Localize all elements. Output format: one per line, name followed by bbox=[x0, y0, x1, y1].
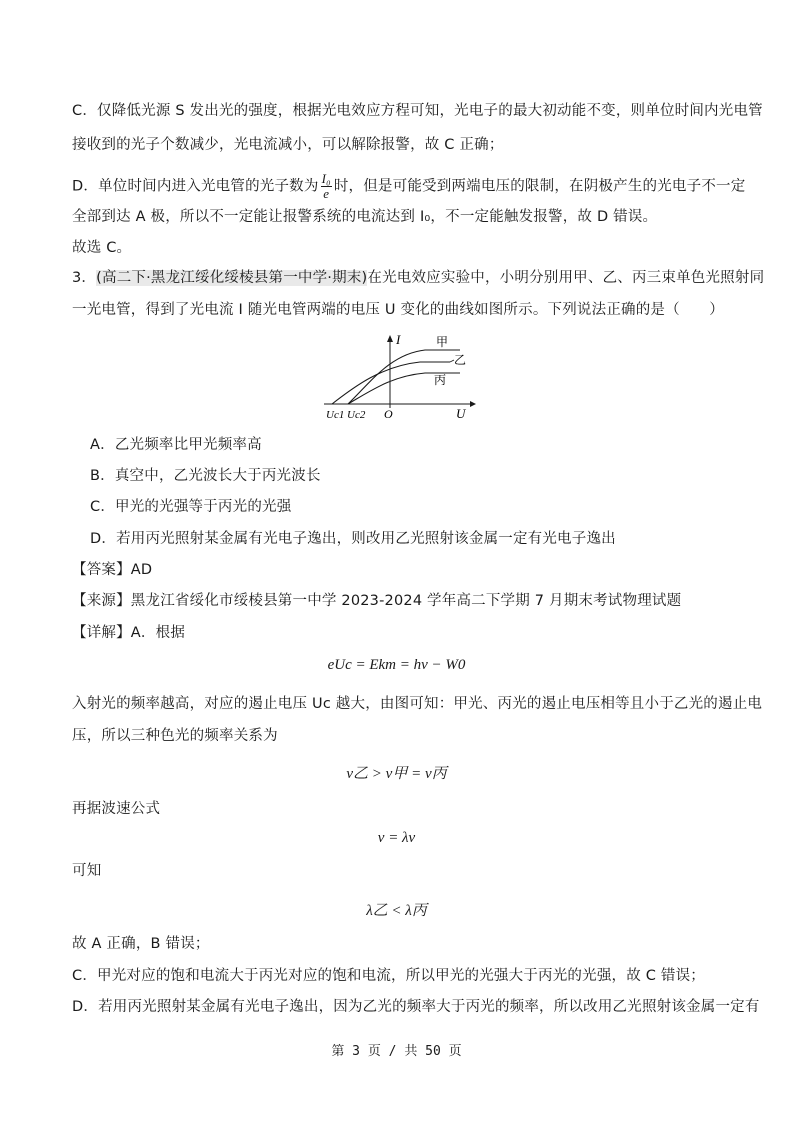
axis-u-label: U bbox=[456, 406, 466, 421]
option-b: B．真空中，乙光波长大于丙光波长 bbox=[90, 468, 321, 484]
question-number: 3． bbox=[72, 270, 97, 286]
i-axis-arrow bbox=[387, 335, 393, 342]
u-axis-arrow bbox=[470, 401, 476, 407]
curve-yi-label: 乙 bbox=[454, 353, 467, 367]
equation-photoelectric: eUc = Ekm = hν − W0 bbox=[327, 657, 466, 673]
text-fragment: D．单位时间内进入光电管的光子数为 bbox=[72, 178, 319, 195]
uc2-label: Uc2 bbox=[347, 409, 366, 421]
axis-i-label: I bbox=[396, 332, 401, 347]
text-line: 全部到达 A 极，所以不一定能让报警系统的电流达到 I₀，不一定能触发报警，故 D 错误。 bbox=[72, 209, 658, 225]
uc1-label: Uc1 bbox=[326, 409, 345, 421]
option-c: C．甲光的光强等于丙光的光强 bbox=[90, 499, 292, 515]
page-footer: 第 3 页 / 共 50 页 bbox=[331, 1044, 462, 1059]
text-line: 压，所以三种色光的频率关系为 bbox=[72, 728, 278, 744]
equation-wave-speed: v = λν bbox=[377, 830, 416, 846]
text-line: 故选 C。 bbox=[72, 240, 132, 256]
source-tag: (高二下·黑龙江绥化绥棱县第一中学·期末) bbox=[96, 270, 368, 286]
text-line: C．甲光对应的饱和电流大于丙光对应的饱和电流，所以甲光的光强大于丙光的光强，故 C 错误； bbox=[72, 968, 705, 984]
option-d: D．若用丙光照射某金属有光电子逸出，则改用乙光照射该金属一定有光电子逸出 bbox=[90, 531, 616, 547]
text-line bbox=[72, 172, 745, 201]
text-fragment: 时，但是可能受到两端电压的限制，在阴极产生的光电子不一定 bbox=[333, 178, 746, 195]
detail-heading: 【详解】A．根据 bbox=[72, 625, 186, 641]
fraction bbox=[321, 172, 332, 201]
iu-curve-figure bbox=[320, 328, 480, 423]
option-a: A．乙光频率比甲光频率高 bbox=[90, 437, 262, 453]
text-line: 可知 bbox=[72, 863, 102, 879]
question-stem bbox=[72, 268, 764, 288]
curve-yi bbox=[332, 362, 450, 404]
text-line: D．若用丙光照射某金属有光电子逸出，因为乙光的频率大于丙光的频率，所以改用乙光照射该金属一定有 bbox=[72, 999, 760, 1015]
fraction-denominator: e bbox=[323, 186, 330, 201]
text-fragment: 在光电效应实验中，小明分别用甲、乙、丙三束单色光照射同 bbox=[367, 270, 765, 286]
source: 【来源】黑龙江省绥化市绥棱县第一中学 2023-2024 学年高二下学期 7 月期末考试物理试题 bbox=[72, 593, 682, 609]
curve-bing-label: 丙 bbox=[434, 373, 447, 387]
equation-wavelength: λ乙 < λ丙 bbox=[366, 903, 427, 919]
curve-jia-label: 甲 bbox=[436, 335, 449, 349]
fraction-numerator: I₀ bbox=[321, 171, 331, 186]
text-line: 故 A 正确，B 错误； bbox=[72, 936, 210, 952]
text-line: 接收到的光子个数减少，光电流减小，可以解除报警，故 C 正确； bbox=[72, 137, 504, 153]
text-line: 一光电管，得到了光电流 I 随光电管两端的电压 U 变化的曲线如图所示。下列说法正确的是（ ） bbox=[72, 302, 724, 318]
text-line: C．仅降低光源 S 发出光的强度，根据光电效应方程可知，光电子的最大初动能不变，则单位时间内光电管 bbox=[72, 103, 763, 119]
text-line: 入射光的频率越高，对应的遏止电压 Uc 越大，由图可知：甲光、丙光的遏止电压相等且小于乙光的遏止电 bbox=[72, 696, 763, 712]
origin-label: O bbox=[384, 407, 393, 421]
answer: 【答案】AD bbox=[72, 562, 153, 578]
equation-frequency: ν乙 > ν甲 = ν丙 bbox=[346, 766, 447, 782]
text-line: 再据波速公式 bbox=[72, 801, 161, 817]
